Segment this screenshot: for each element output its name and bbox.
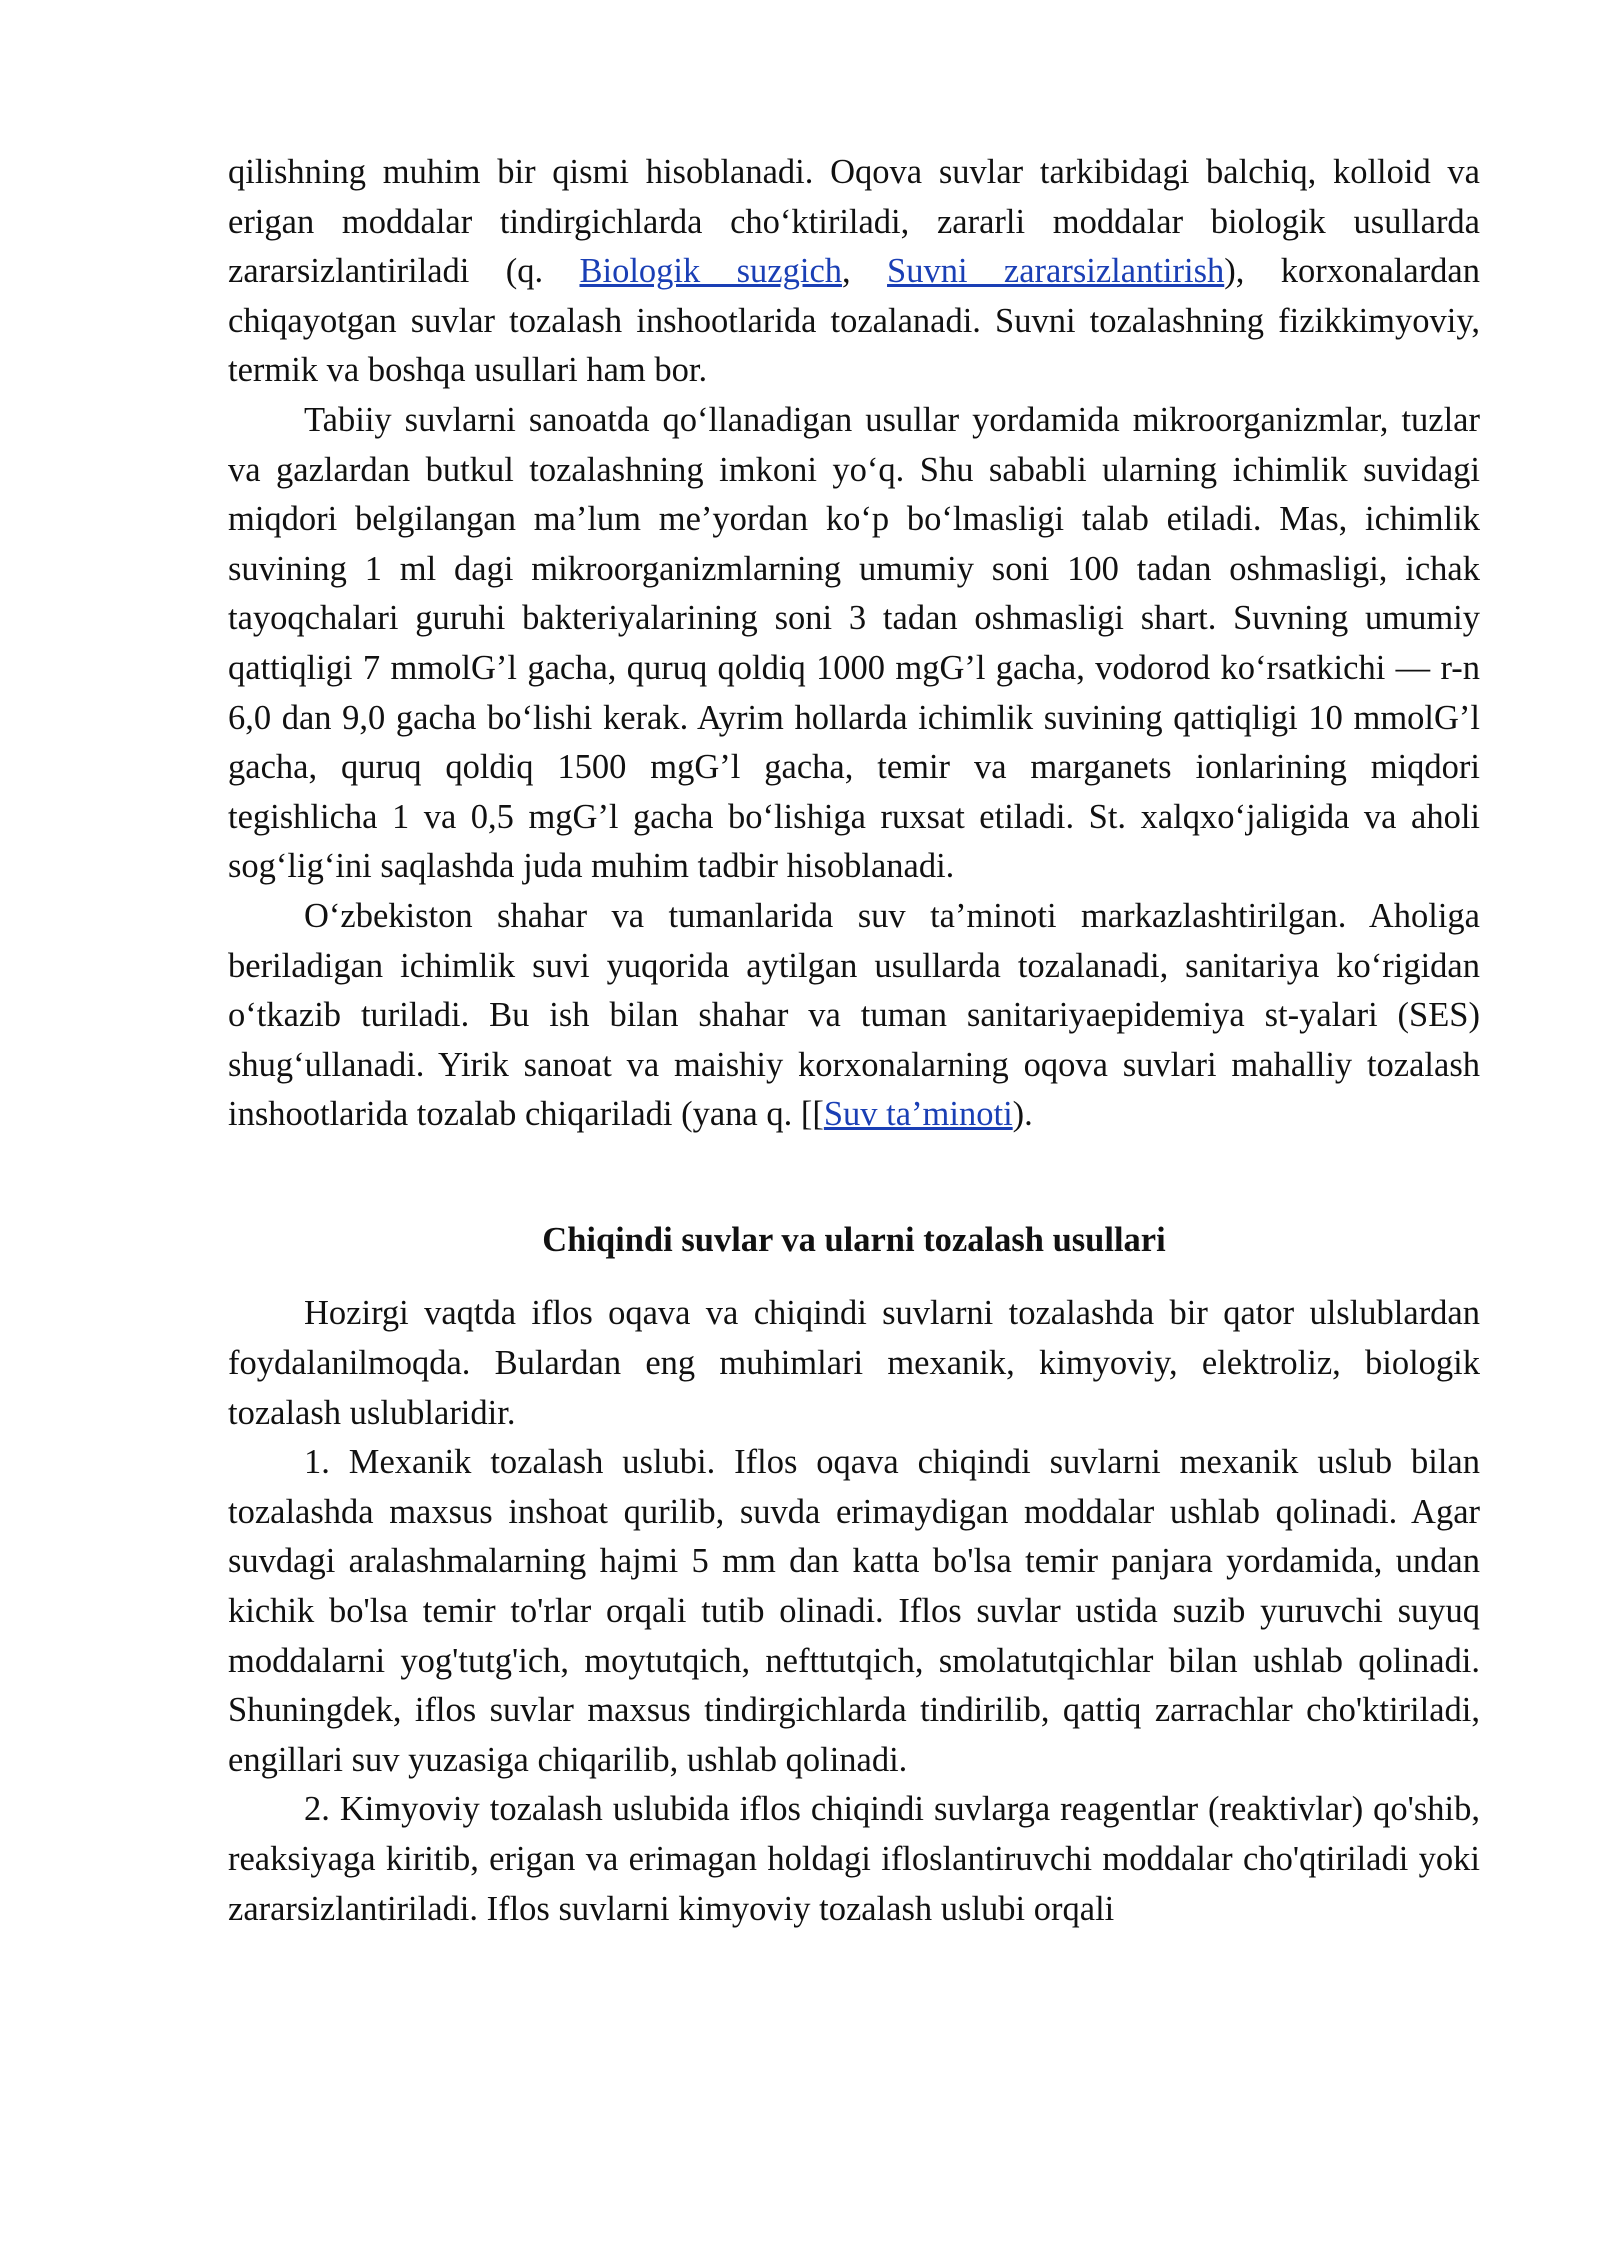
paragraph-intro	[228, 148, 1480, 396]
paragraph-text: qilishning muhim bir qismi hisoblanadi. Oqova suvlar tarkibidagi balchiq, kolloid va erigan moddalar tindirgichlarda cho‘ktiriladi, zararli moddalar biologik usullarda zararsizlantiriladi (q.	[228, 153, 1480, 291]
link-biologik-suzgich[interactable]: Biologik suzgich	[579, 252, 843, 291]
paragraph-text: ), korxonalardan chiqayotgan suvlar tozalash inshootlarida tozalanadi. Suvni tozalashning fizikkimyoviy, termik va boshqa usullari ham bor.	[228, 252, 1480, 390]
paragraph-text: ,	[842, 252, 888, 291]
paragraph-treatment-methods-intro: Hozirgi vaqtda iflos oqava va chiqindi suvlarni tozalashda bir qator ulslublardan foydalanilmoqda. Bulardan eng muhimlari mexanik, kimyoviy, elektroliz, biologik tozalash uslublaridir.	[228, 1294, 1480, 1432]
paragraph-chemical-treatment: 2. Kimyoviy tozalash uslubida iflos chiqindi suvlarga reagentlar (reaktivlar) qo'shib, reaksiyaga kiritib, erigan va erimagan holdagi ifloslantiruvchi moddalar cho'qtiriladi yoki zararsizlantiriladi. Iflos suvlarni kimyoviy tozalash uslubi orqali	[228, 1790, 1480, 1928]
paragraph-drinking-water-standards: Tabiiy suvlarni sanoatda qo‘llanadigan usullar yordamida mikroorganizmlar, tuzlar va gazlardan butkul tozalashning imkoni yo‘q. Shu sababli ularning ichimlik suvidagi miqdori belgilangan ma’lum me’yordan ko‘p bo‘lmasligi talab etiladi. Mas, ichimlik suvining 1 ml dagi mikroorganizmlarning umumiy soni 100 tadan oshmasligi, ichak tayoqchalari guruhi bakteriyalarining soni 3 tadan oshmasligi shart. Suvning umumiy qattiqligi 7 mmolG’l gacha, quruq qoldiq 1000 mgG’l gacha, vodorod ko‘rsatkichi — r-n 6,0 dan 9,0 gacha bo‘lishi kerak. Ayrim hollarda ichimlik suvining qattiqligi 10 mmolG’l gacha, quruq qoldiq 1500 mgG’l gacha, temir va marganets ionlarining miqdori tegishlicha 1 va 0,5 mgG’l gacha bo‘lishiga ruxsat etiladi. St. xalqxo‘jaligida va aholi sog‘lig‘ini saqlashda juda muhim tadbir hisoblanadi.	[228, 400, 1480, 886]
paragraph-text: O‘zbekiston shahar va tumanlarida suv ta’minoti markazlashtirilgan. Aholiga beriladigan ichimlik suvi yuqorida aytilgan usullarda tozalanadi, sanitariya ko‘rigidan o‘tkazib turiladi. Bu ish bilan shahar va tuman sanitariyaepidemiya st-yalari (SES) shug‘ullanadi. Yirik sanoat va maishiy korxonalarning oqova suvlari mahalliy tozalash inshootlarida tozalab chiqariladi (yana q. [[	[228, 896, 1480, 1134]
link-suvni-zararsizlantirish[interactable]: Suvni zararsizlantirish	[887, 252, 1225, 291]
paragraph-uzbekistan-water-supply	[228, 892, 1480, 1140]
paragraph-text: ).	[1012, 1095, 1033, 1134]
section-heading: Chiqindi suvlar va ularni tozalash usullari	[542, 1220, 1166, 1259]
document-page	[228, 148, 1480, 1934]
paragraph-mechanical-treatment: 1. Mexanik tozalash uslubi. Iflos oqava chiqindi suvlarni mexanik uslub bilan tozalashda maxsus inshoat qurilib, suvda erimaydigan moddalar ushlab qolinadi. Agar suvdagi aralashmalarning hajmi 5 mm dan katta bo'lsa temir panjara yordamida, undan kichik bo'lsa temir to'rlar orqali tutib olinadi. Iflos suvlar ustida suzib yuruvchi suyuq moddalarni yog'tutg'ich, moytutqich, nefttutqich, smolatutqichlar bilan ushlab qolinadi. Shuningdek, iflos suvlar maxsus tindirgichlarda tindirilib, qattiq zarrachlar cho'ktiriladi, engillari suv yuzasiga chiqarilib, ushlab qolinadi.	[228, 1443, 1480, 1779]
link-suv-taminoti[interactable]: Suv ta’minoti	[823, 1095, 1013, 1134]
